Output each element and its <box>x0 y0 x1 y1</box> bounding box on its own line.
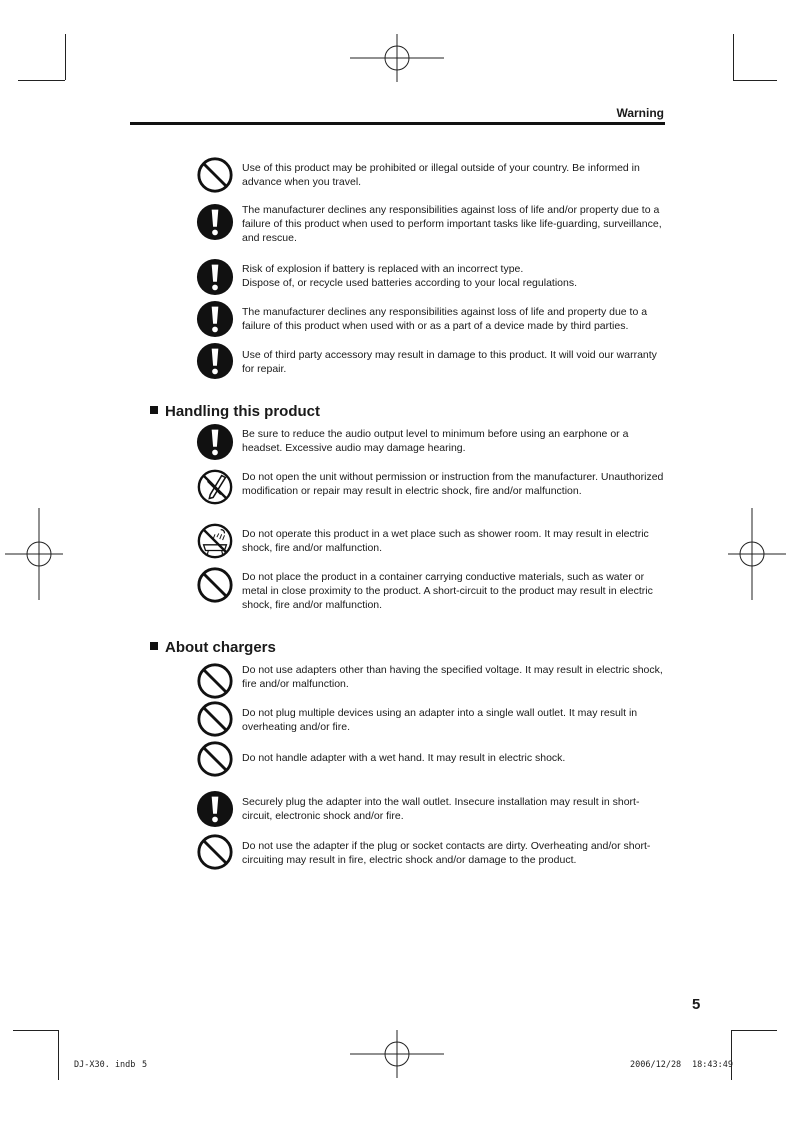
footer-time: 18:43:49 <box>692 1060 733 1070</box>
page-number: 5 <box>692 996 701 1013</box>
no-wet-place-icon <box>196 522 234 560</box>
section-heading-text: Handling this product <box>165 403 320 420</box>
square-bullet-icon <box>150 642 158 650</box>
footer-date: 2006/12/28 <box>630 1060 682 1070</box>
no-disassembly-icon <box>196 468 234 506</box>
mandatory-action-icon <box>196 203 234 241</box>
warning-text: The manufacturer declines any responsibilities against loss of life and/or property due to a failure of this product when used to perform important tasks like life-guarding, surveillance, and rescue. <box>242 204 662 244</box>
registration-mark-top <box>350 34 444 82</box>
section-heading-chargers <box>150 639 276 656</box>
warning-text: Risk of explosion if battery is replaced with an incorrect type. Dispose of, or recycle used batteries according to your local regulations. <box>242 263 578 289</box>
section-heading-text: About chargers <box>165 639 276 656</box>
section-heading-handling <box>150 403 320 420</box>
charger-text: Do not handle adapter with a wet hand. It may result in electric shock. <box>242 752 566 764</box>
square-bullet-icon <box>150 406 158 414</box>
handling-text: Do not operate this product in a wet place such as shower room. It may result in electric shock, fire and/or malfunction. <box>242 528 649 554</box>
registration-mark-left <box>5 508 63 600</box>
handling-text: Do not place the product in a container carrying conductive materials, such as water or metal in close proximity to the product. A short-circuit to the product may result in electric shock, fire and/or malfunction. <box>242 571 653 611</box>
warning-text: Use of this product may be prohibited or illegal outside of your country. Be informed in advance when you travel. <box>242 162 640 188</box>
page-header-title: Warning <box>616 106 664 120</box>
prohibition-icon <box>196 662 234 700</box>
handling-text: Do not open the unit without permission or instruction from the manufacturer. Unauthorized modification or repair may result in electric shock, fire and/or malfunction. <box>242 471 664 497</box>
charger-text: Do not use adapters other than having the specified voltage. It may result in electric shock, fire and/or malfunction. <box>242 664 663 690</box>
mandatory-action-icon <box>196 423 234 461</box>
footer-sheet-number: 5 <box>142 1060 148 1070</box>
prohibition-icon <box>196 833 234 871</box>
warning-text: The manufacturer declines any responsibilities against loss of life and property due to a failure of this product when used with or as a part of a device made by third parties. <box>242 306 648 332</box>
handling-text: Be sure to reduce the audio output level to minimum before using an earphone or a headset. Excessive audio may damage hearing. <box>242 428 629 454</box>
mandatory-action-icon <box>196 258 234 296</box>
prohibition-icon <box>196 700 234 738</box>
registration-mark-bottom <box>350 1030 444 1078</box>
registration-mark-right <box>728 508 786 600</box>
mandatory-action-icon <box>196 300 234 338</box>
prohibition-icon <box>196 566 234 604</box>
charger-text: Do not plug multiple devices using an adapter into a single wall outlet. It may result in overheating and/or fire. <box>242 707 638 733</box>
prohibition-icon <box>196 156 234 194</box>
header-rule <box>130 122 665 125</box>
mandatory-action-icon <box>196 790 234 828</box>
mandatory-action-icon <box>196 342 234 380</box>
warning-text: Use of third party accessory may result in damage to this product. It will void our warranty for repair. <box>242 349 657 375</box>
prohibition-icon <box>196 740 234 778</box>
footer-file-name: DJ-X30. indb <box>74 1060 136 1070</box>
charger-text: Securely plug the adapter into the wall outlet. Insecure installation may result in short-circuit, electronic shock and/or fire. <box>242 796 640 822</box>
charger-text: Do not use the adapter if the plug or socket contacts are dirty. Overheating and/or short-circuiting may result in fire, electric shock and/or damage to the product. <box>242 840 651 866</box>
